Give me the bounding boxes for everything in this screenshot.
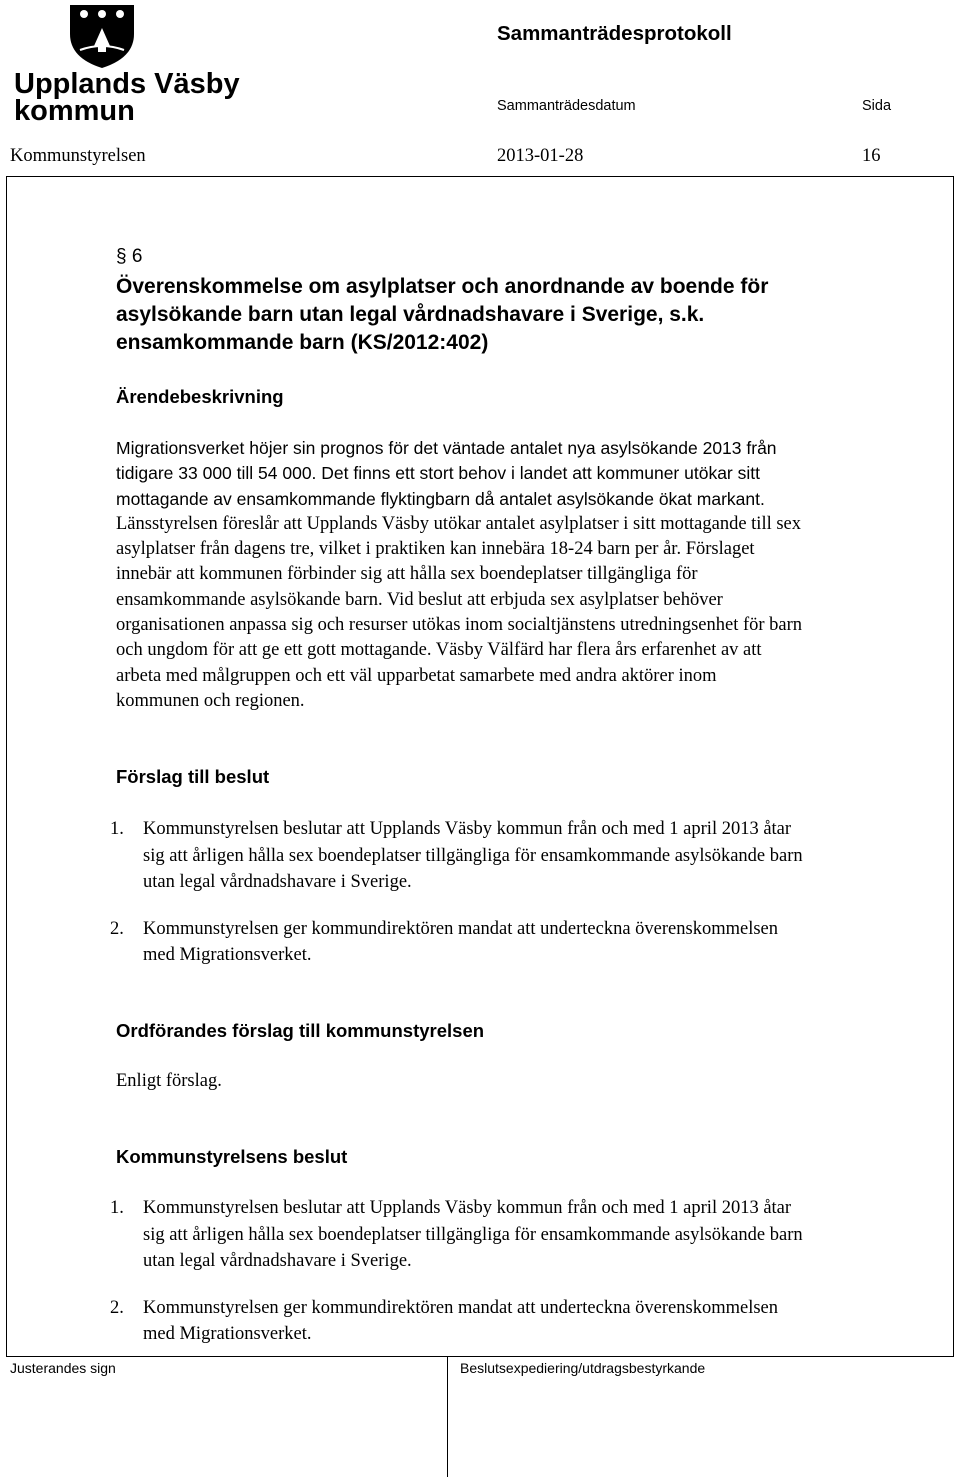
body-line: tidigare 33 000 till 54 000. Det finns ett stort behov i landet att kommuner utökar sitt bbox=[116, 463, 760, 484]
body-line: Migrationsverket höjer sin prognos för det väntade antalet nya asylsökande 2013 från bbox=[116, 438, 777, 458]
page-label: Sida bbox=[862, 98, 892, 114]
list-item: 1. Kommunstyrelsen beslutar att Upplands Väsby kommun från och med 1 april 2013 åtar sig att årligen hålla sex boendeplatser tillgängliga för ensamkommande asylsökande barn utan legal vårdnadshavare i Sverige. bbox=[110, 1195, 940, 1275]
paragraph-number: § 6 bbox=[116, 246, 143, 267]
body-line: och ungdom för att ge ett gott mottagande. Väsby Välfärd har flera års erfarenhet av att bbox=[116, 640, 762, 661]
decision-list bbox=[110, 1195, 940, 1348]
svg-text:Upplands Väsby: Upplands Väsby bbox=[14, 68, 240, 100]
body-line: asylplatser från dagens tre, vilket i praktiken kan innebära 18-24 barn per år. Förslaget bbox=[116, 539, 755, 560]
proposal-list bbox=[110, 816, 940, 969]
section-title-line: Överenskommelse om asylplatser och anordnande av boende för bbox=[116, 275, 769, 298]
body-line: organisationen anpassa sig och resurser utökas inom socialtjänstens utredningsenhet för barn bbox=[116, 615, 803, 636]
meeting-date-label: Sammanträdesdatum bbox=[497, 98, 636, 114]
coat-of-arms-icon bbox=[10, 2, 240, 127]
description-heading: Ärendebeskrivning bbox=[116, 386, 284, 407]
body-line: arbeta med målgruppen och ett väl upparbetat samarbete med andra aktörer inom bbox=[116, 665, 717, 686]
section-title bbox=[116, 273, 916, 357]
list-item: 2. Kommunstyrelsen ger kommundirektören mandat att underteckna överenskommelsen med Migrationsverket. bbox=[110, 1295, 940, 1348]
list-item: 1. Kommunstyrelsen beslutar att Upplands Väsby kommun från och med 1 april 2013 åtar sig att årligen hålla sex boendeplatser tillgängliga för ensamkommande asylsökande barn utan legal vårdnadshavare i Sverige. bbox=[110, 816, 940, 896]
body-line: Länsstyrelsen föreslår att Upplands Väsby utökar antalet asylplatser i sitt mottagande till sex bbox=[116, 513, 802, 534]
page-number: 16 bbox=[862, 146, 881, 166]
body-line: kommunen och regionen. bbox=[116, 690, 305, 711]
document-title: Sammanträdesprotokoll bbox=[497, 22, 732, 45]
signature-label: Justerandes sign bbox=[10, 1360, 116, 1376]
certification-label: Beslutsexpediering/utdragsbestyrkande bbox=[460, 1360, 706, 1376]
body-line: mottagande av ensamkommande flyktingbarn då antalet asylsökande ökat markant. bbox=[116, 488, 765, 509]
meeting-date: 2013-01-28 bbox=[497, 146, 584, 166]
chair-proposal-text: Enligt förslag. bbox=[116, 1071, 222, 1091]
body-line: ensamkommande asylsökande barn. Vid beslut att erbjuda sex asylplatser behöver bbox=[116, 589, 723, 610]
organ-name: Kommunstyrelsen bbox=[10, 146, 146, 166]
list-item-number: 1. bbox=[110, 1198, 124, 1218]
list-item-number: 2. bbox=[110, 1297, 124, 1318]
chair-proposal-heading: Ordförandes förslag till kommunstyrelsen bbox=[116, 1020, 485, 1041]
footer-divider bbox=[6, 1356, 954, 1357]
municipality-logo bbox=[10, 2, 240, 127]
proposal-heading: Förslag till beslut bbox=[116, 766, 270, 787]
body-line: innebär att kommunen förbinder sig att hålla sex boendeplatser tillgängliga för bbox=[116, 564, 698, 585]
list-item-number: 1. bbox=[110, 819, 124, 839]
section-title-line: ensamkommande barn (KS/2012:402) bbox=[116, 331, 489, 354]
description-body bbox=[116, 436, 941, 714]
footer-column-divider bbox=[447, 1356, 448, 1477]
section-title-line: asylsökande barn utan legal vårdnadshavare i Sverige, s.k. bbox=[116, 303, 705, 326]
decision-heading: Kommunstyrelsens beslut bbox=[116, 1146, 348, 1167]
list-item-number: 2. bbox=[110, 918, 124, 939]
list-item: 2. Kommunstyrelsen ger kommundirektören mandat att underteckna överenskommelsen med Migrationsverket. bbox=[110, 916, 940, 969]
svg-text:kommun: kommun bbox=[14, 95, 135, 127]
